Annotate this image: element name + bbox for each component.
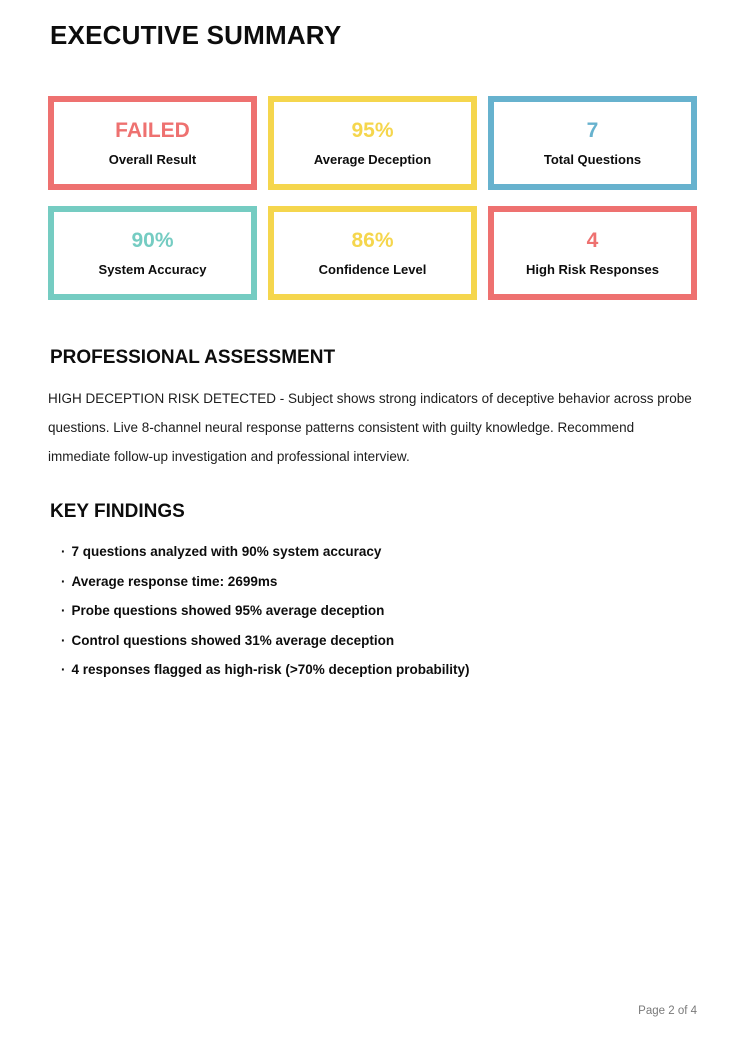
findings-heading: KEY FINDINGS [50,501,185,522]
metric-value: 95% [351,119,394,142]
metric-card-confidence-level [268,206,477,300]
bullet-icon: · [61,662,66,677]
metric-label: System Accuracy [98,262,207,277]
finding-text: 7 questions analyzed with 90% system accuracy [71,544,382,559]
finding-item [61,602,697,620]
metric-label: Confidence Level [318,262,427,277]
metric-value: 90% [131,229,174,252]
assessment-body-text: HIGH DECEPTION RISK DETECTED - Subject shows strong indicators of deceptive behavior across probe questions. Live 8-channel neural response patterns consistent with guilty knowledge. Recommend immediate follow-up investigation and professional interview. [48,391,692,464]
metric-value: 7 [586,119,599,142]
finding-text: 4 responses flagged as high-risk (>70% deception probability) [71,662,470,677]
finding-text: Average response time: 2699ms [71,573,278,589]
finding-item [61,543,697,561]
metric-label: Total Questions [543,152,642,167]
metric-value: 4 [586,229,599,252]
finding-text: Probe questions showed 95% average deception [71,603,385,618]
metrics-grid [48,96,697,300]
metric-card-overall-result [48,96,257,190]
metric-card-high-risk-responses [488,206,697,300]
finding-item [61,573,697,591]
page-title: EXECUTIVE SUMMARY [50,20,342,50]
page-number: Page 2 of 4 [638,1005,697,1017]
metric-value: 86% [351,229,394,252]
assessment-heading: PROFESSIONAL ASSESSMENT [50,347,336,368]
bullet-icon: · [61,632,66,648]
findings-list [48,543,697,679]
metric-card-total-questions [488,96,697,190]
finding-text: Control questions showed 31% average deception [71,632,395,648]
metric-card-system-accuracy [48,206,257,300]
metric-label: Overall Result [108,152,197,167]
bullet-icon: · [61,544,66,559]
key-findings-section [48,501,697,679]
metric-label: High Risk Responses [526,262,659,277]
metric-label: Average Deception [313,152,432,167]
metric-card-average-deception [268,96,477,190]
metric-value: FAILED [115,119,190,142]
professional-assessment-section [48,347,697,471]
bullet-icon: · [61,573,66,589]
finding-item [61,661,697,679]
finding-item [61,632,697,650]
bullet-icon: · [61,603,66,618]
